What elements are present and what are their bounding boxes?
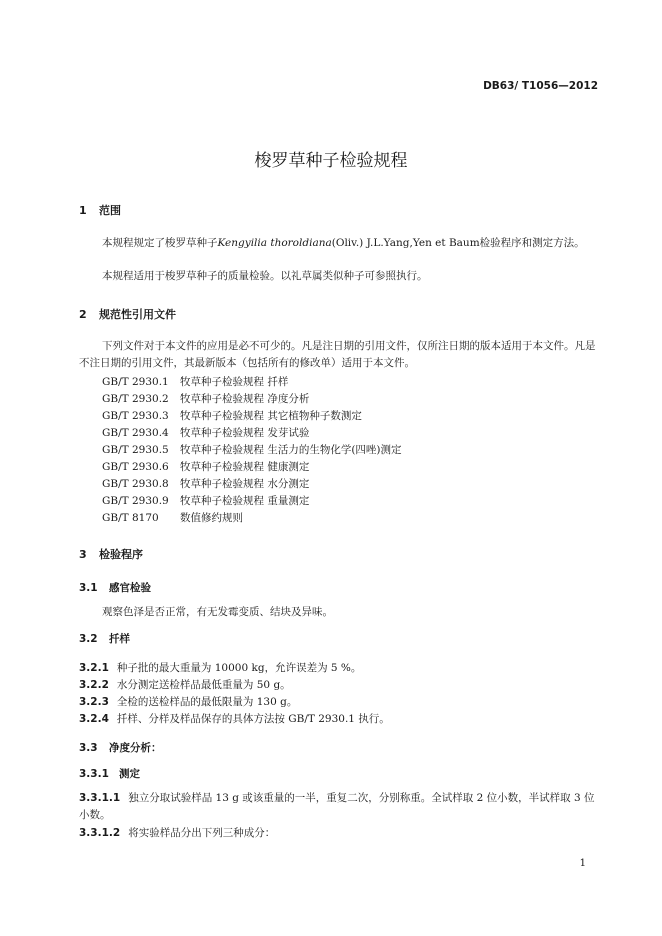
reference-title: 牧草种子检验规程 重量测定	[180, 495, 310, 507]
clause-text: 扦样、分样及样品保存的具体方法按 GB/T 2930.1 执行。	[116, 713, 390, 725]
document-code: DB63/ T1056—2012	[483, 80, 598, 92]
reference-item	[102, 442, 402, 457]
reference-title: 牧草种子检验规程 净度分析	[180, 393, 310, 405]
clause-number: 3.2.4	[79, 713, 109, 725]
subsection-3-2-heading	[79, 631, 130, 646]
reference-code: GB/T 2930.9	[102, 495, 169, 507]
section-1-heading	[79, 202, 121, 218]
reference-item	[102, 408, 362, 423]
text: 本规程规定了梭罗草种子	[102, 237, 218, 249]
reference-item	[102, 459, 309, 474]
subsection-title: 扦样	[109, 633, 130, 645]
subsection-title: 净度分析：	[109, 742, 162, 754]
clause-text: 种子批的最大重量为 10000 kg，允许误差为 5 %。	[116, 662, 362, 674]
reference-code: GB/T 2930.4	[102, 427, 169, 439]
subsection-3-1-heading	[79, 580, 151, 595]
page-title: 梭罗草种子检验规程	[254, 151, 408, 171]
reference-item	[102, 476, 309, 491]
reference-item	[102, 425, 309, 440]
section-1-paragraph-1	[79, 235, 603, 252]
section-title: 规范性引用文件	[99, 308, 176, 321]
reference-code: GB/T 8170	[102, 512, 159, 524]
clause-number: 3.3.1.2	[79, 827, 121, 839]
clause-number: 3.3.1.1	[79, 792, 121, 804]
section-3-heading	[79, 546, 143, 562]
clause-text: 将实验样品分出下列三种成分：	[128, 827, 276, 839]
subsection-3-3-1-heading	[79, 766, 140, 781]
reference-code: GB/T 2930.8	[102, 478, 169, 490]
subsection-title: 感官检验	[109, 582, 151, 594]
reference-title: 牧草种子检验规程 扦样	[180, 376, 289, 388]
species-name: Kengyilia thoroldiana	[217, 237, 332, 249]
clause-item	[79, 711, 390, 726]
reference-title: 牧草种子检验规程 生活力的生物化学(四唑)测定	[180, 444, 402, 456]
subsection-3-3-heading	[79, 740, 162, 755]
clause-3-3-1-2	[79, 825, 275, 840]
reference-code: GB/T 2930.6	[102, 461, 169, 473]
clause-item	[79, 677, 291, 692]
clause-number: 3.2.3	[79, 696, 109, 708]
reference-item	[102, 391, 309, 406]
reference-title: 数值修约规则	[180, 512, 243, 524]
clause-text: 独立分取试验样品 13 g 或该重量的一半，重复二次，分别称重。全试样取 2 位小数，半试样取 3 位小数。	[79, 792, 595, 821]
section-title: 检验程序	[99, 548, 143, 561]
reference-code: GB/T 2930.2	[102, 393, 169, 405]
section-title: 范围	[99, 204, 121, 217]
reference-item	[102, 510, 243, 525]
reference-title: 牧草种子检验规程 其它植物种子数测定	[180, 410, 362, 422]
text: (Oliv.) J.L.Yang,Yen et Baum检验程序和测定方法。	[331, 237, 585, 249]
section-number: 1	[79, 204, 87, 217]
page-number: 1	[579, 858, 586, 869]
clause-3-3-1-1	[79, 790, 603, 824]
subsection-number: 3.3	[79, 742, 98, 754]
reference-title: 牧草种子检验规程 水分测定	[180, 478, 310, 490]
clause-text: 全检的送检样品的最低限量为 130 g。	[116, 696, 298, 708]
section-number: 2	[79, 308, 87, 321]
clause-number: 3.2.1	[79, 662, 109, 674]
section-1-paragraph-2: 本规程适用于梭罗草种子的质量检验。以礼草属类似种子可参照执行。	[102, 270, 428, 282]
reference-item	[102, 493, 309, 508]
clause-text: 水分测定送检样品最低重量为 50 g。	[116, 679, 291, 691]
reference-code: GB/T 2930.3	[102, 410, 169, 422]
section-number: 3	[79, 548, 87, 561]
subsection-number: 3.2	[79, 633, 98, 645]
clause-number: 3.2.2	[79, 679, 109, 691]
subsection-3-1-text: 观察色泽是否正常，有无发霉变质、结块及异味。	[102, 606, 333, 618]
subsection-number: 3.3.1	[79, 768, 109, 780]
clause-item	[79, 660, 361, 675]
reference-code: GB/T 2930.5	[102, 444, 169, 456]
clause-item	[79, 694, 297, 709]
reference-item	[102, 374, 288, 389]
subsection-number: 3.1	[79, 582, 98, 594]
section-2-paragraph-1: 下列文件对于本文件的应用是必不可少的。凡是注日期的引用文件，仅所注日期的版本适用于本文件。凡是不注日期的引用文件，其最新版本（包括所有的修改单）适用于本文件。	[79, 340, 596, 369]
reference-title: 牧草种子检验规程 发芽试验	[180, 427, 310, 439]
section-2-heading	[79, 306, 176, 322]
subsection-title: 测定	[119, 768, 140, 780]
reference-code: GB/T 2930.1	[102, 376, 169, 388]
reference-title: 牧草种子检验规程 健康测定	[180, 461, 310, 473]
